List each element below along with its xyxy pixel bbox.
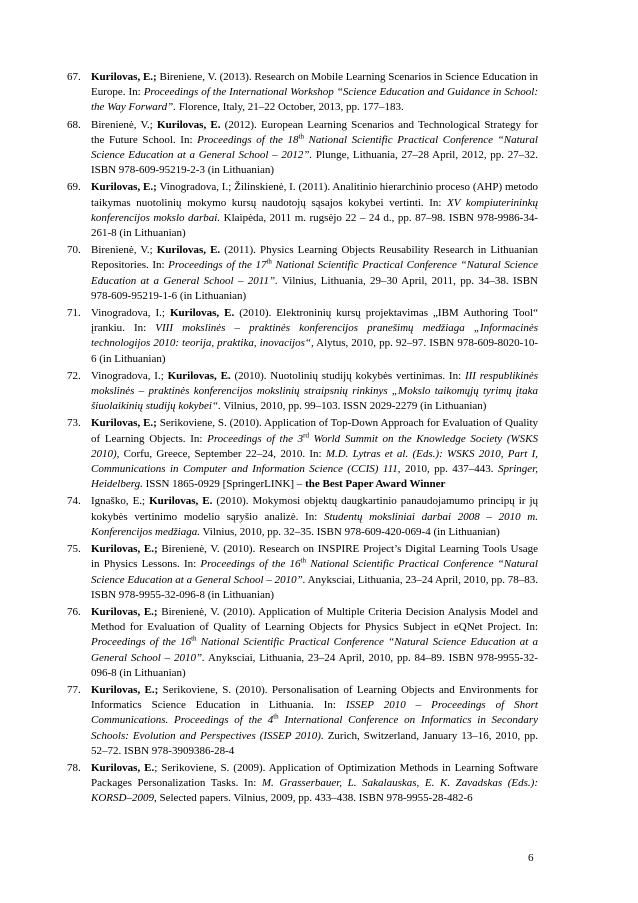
ordinal-superscript: th — [191, 634, 197, 643]
reference-segment: Vinogradova, I.; Žilinskienė, I. (2011). Analitinio hierarchinio proceso (AHP) metodo taikymas nuotolinių mokymo kursų naudotojų sąsajos kokybei vertinti. In: — [91, 181, 538, 209]
reference-segment: Vilnius, 2010, pp. 99–103. ISSN 2029-2279 (in Lithuanian) — [220, 400, 487, 413]
reference-segment: Anyksciai, Lithuania, 23–24 April, 2010, pp. 84–89. ISBN 978-9955-32-096-8 (in Lithuanian) — [91, 651, 538, 679]
author-highlight: Kurilovas, E. — [91, 761, 155, 774]
reference-segment: Corfu, Greece, September 22–24, 2010. In: — [119, 447, 326, 460]
reference-number: 75. — [67, 543, 81, 556]
reference-number: 74. — [67, 495, 81, 508]
reference-segment: Selected papers. Vilnius, 2009, pp. 433–438. ISBN 978-9955-28-482-6 — [156, 792, 473, 805]
reference-segment: 2010, pp. 437–443. — [400, 463, 498, 476]
reference-item — [0, 416, 638, 492]
reference-text — [91, 605, 538, 681]
publication-title: ISSEP 2010 – Proceedings of Short Communications. Proceedings of the 4 — [91, 699, 538, 727]
reference-item — [0, 605, 638, 681]
reference-number: 68. — [67, 118, 81, 131]
reference-number: 77. — [67, 683, 81, 696]
reference-item — [0, 243, 638, 304]
reference-item — [0, 70, 638, 116]
reference-segment: Vilnius, 2010, pp. 32–35. ISBN 978-609-420-069-4 (in Lithuanian) — [199, 525, 500, 538]
reference-number: 76. — [67, 605, 81, 618]
reference-text — [91, 70, 538, 116]
reference-item — [0, 683, 638, 759]
reference-list — [0, 70, 638, 809]
publication-title: National Scientific Practical Conference “Natural Science Education at a General School – 2010”. — [91, 558, 538, 586]
reference-segment: (2012). European Learning Scenarios and Technological Strategy for the Future School. In: — [91, 118, 538, 146]
reference-number: 69. — [67, 181, 81, 194]
publication-title: Proceedings of the 3 — [207, 432, 304, 445]
reference-text — [91, 180, 538, 241]
publication-title: M. Grasserbauer, L. Sakalauskas, E. K. Zavadskas (Eds.): KORSD–2009, — [91, 777, 538, 805]
ordinal-superscript: th — [273, 712, 279, 721]
publication-title: M.D. Lytras et al. (Eds.): WSKS 2010, Part I, Communications in Computer and Information Science (CCIS) 111, — [91, 447, 538, 476]
reference-segment: Klaipėda, 2011 m. rugsėjo 22 – 24 d., pp. 87–98. ISBN 978-9986-34-261-8 (in Lithuanian) — [91, 211, 538, 240]
reference-segment: Vilnius, Lithuania, 29–30 April, 2011, pp. 34–38. ISBN 978-609-95219-1-6 (in Lithuanian) — [91, 274, 539, 302]
publication-title: International Conference on Informatics in Secondary Schools: Evolution and Perspectives (ISSEP 2010). — [91, 714, 538, 742]
reference-text — [91, 369, 538, 415]
reference-text — [91, 118, 538, 179]
reference-segment: (2010). Mokymosi objektų daugkartinio panaudojamumo principų ir jų kokybės vertinimo modelio sąryšio analizė. In: — [91, 495, 538, 523]
reference-segment: Florence, Italy, 21–22 October, 2013, pp. 177–183. — [176, 101, 404, 114]
ordinal-superscript: rd — [303, 431, 309, 440]
reference-segment: ISSN 1865-0929 [SpringerLINK] – — [142, 478, 306, 491]
reference-number: 71. — [67, 307, 81, 320]
reference-item — [0, 494, 638, 540]
reference-segment: Bireniene, V. (2013). Research on Mobile Learning Scenarios in Science Education in Europe. In: — [91, 71, 538, 99]
publication-title: National Scientific Practical Conference “Natural Science Education at a General School – 2011”. — [91, 259, 539, 287]
publication-title: Studentų moksliniai darbai 2008 – 2010 m. Konferencijos medžiaga. — [91, 510, 538, 538]
publication-title: XV kompiuterininkų konferencijos mokslo darbai. — [91, 196, 538, 224]
reference-item — [0, 180, 638, 241]
author-highlight: Kurilovas, E.; — [91, 605, 158, 618]
publication-title: III respublikinės mokslinės – praktinės konferencijos mokslinių straipsnių rinkinys „Mokslo taikomųjų tyrimų įtaka šiuolaikinių studijų kokybei“. — [91, 369, 538, 413]
reference-item — [0, 761, 638, 807]
ordinal-superscript: th — [298, 132, 304, 141]
publication-title: Springer, Heidelberg. — [91, 463, 538, 491]
author-highlight: Kurilovas, E. — [169, 307, 235, 320]
reference-segment: (2011). Physics Learning Objects Reusability Research in Lithuanian Repositories. In: — [91, 244, 538, 272]
reference-segment: Serikoviene, S. (2010). Application of Top-Down Approach for Evaluation of Quality of Learning Objects. In: — [91, 417, 538, 445]
author-highlight: Kurilovas, E. — [157, 118, 221, 131]
author-highlight: Kurilovas, E.; — [91, 417, 157, 430]
publication-title: Proceedings of the 18 — [197, 133, 299, 146]
reference-segment: Alytus, 2010, pp. 92–97. ISBN 978-609-8020-10-6 (in Lithuanian) — [91, 337, 538, 365]
reference-text — [91, 683, 538, 759]
reference-number: 72. — [67, 369, 81, 382]
author-highlight: Kurilovas, E. — [149, 495, 213, 508]
reference-segment: Serikoviene, S. (2010). Personalisation of Learning Objects and Environments for Informatics Science Education in Lithuania. In: — [91, 683, 539, 712]
reference-number: 73. — [67, 417, 81, 430]
reference-item — [0, 306, 638, 367]
reference-segment: Birenienė, V.; — [91, 244, 157, 257]
reference-text — [91, 494, 538, 540]
reference-text — [91, 542, 538, 603]
author-highlight: Kurilovas, E.; — [91, 543, 158, 556]
reference-text — [91, 243, 538, 304]
publication-title: Proceedings of the 16 — [200, 558, 301, 571]
reference-segment: Birenienė, V. (2010). Research on INSPIRE Project’s Digital Learning Tools Usage in Physics Lessons. In: — [91, 543, 538, 571]
author-highlight: Kurilovas, E. — [167, 369, 231, 382]
reference-segment: Birenienė, V.; — [91, 118, 158, 131]
publication-title: Proceedings of the 16 — [91, 636, 192, 649]
ordinal-superscript: th — [300, 556, 306, 565]
publication-title: World Summit on the Knowledge Society (WSKS 2010), — [91, 432, 538, 460]
reference-segment: Anyksciai, Lithuania, 23–24 April, 2010, pp. 78–83. ISBN 978-9955-32-096-8 (in Lithuanian) — [91, 573, 538, 601]
reference-segment: ; Serikoviene, S. (2009). Application of Optimization Methods in Learning Software Packages Personalization Tasks. In: — [91, 761, 538, 790]
reference-segment: (2010). Elektroninių kursų projektavimas „IBM Authoring Tool“ įrankiu. In: — [91, 307, 538, 335]
publication-title: Proceedings of the 17 — [168, 259, 267, 272]
reference-number: 78. — [67, 761, 81, 774]
reference-item — [0, 369, 638, 415]
reference-segment: Birenienė, V. (2010). Application of Multiple Criteria Decision Analysis Model and Method for Evaluation of Quality of Learning Objects for Physics Subject in eQNet Project. In: — [91, 605, 539, 634]
reference-segment: Plunge, Lithuania, 27–28 April, 2012, pp. 27–32. ISBN 978-609-95219-2-3 (in Lithuanian) — [91, 149, 538, 177]
reference-text — [91, 416, 538, 492]
publication-title: National Scientific Practical Conference “Natural Science Education at a General School – 2010”. — [91, 636, 538, 664]
reference-number: 67. — [67, 71, 81, 83]
reference-segment: Vinogradova, I.; — [91, 307, 170, 320]
page-number: 6 — [528, 852, 534, 864]
reference-segment: (2010). Nuotolinių studijų kokybės vertinimas. In: — [230, 369, 465, 382]
ordinal-superscript: th — [266, 257, 272, 266]
reference-item — [0, 542, 638, 603]
author-highlight: Kurilovas, E.; — [91, 683, 159, 696]
reference-segment: Ignaško, E.; — [91, 495, 150, 508]
author-highlight: Kurilovas, E. — [156, 244, 221, 257]
reference-segment: Zurich, Switzerland, January 13–16, 2010, pp. 52–72. ISBN 978-3909386-28-4 — [91, 729, 538, 757]
reference-text — [91, 306, 538, 367]
publication-title: VIII mokslinės – praktinės konferencijos pranešimų medžiaga „Informacinės technologijos 2010: teorija, praktika, inovacijos“, — [91, 322, 538, 350]
publication-title: National Scientific Practical Conference “Natural Science Education at a General School – 2012”. — [91, 133, 538, 162]
reference-number: 70. — [67, 244, 81, 257]
reference-item — [0, 118, 638, 179]
reference-segment: Vinogradova, I.; — [91, 369, 168, 382]
author-highlight: the Best Paper Award Winner — [305, 478, 446, 491]
publication-title: Proceedings of the International Workshop “Science Education and Guidance in School: the Way Forward”. — [91, 86, 538, 114]
author-highlight: Kurilovas, E.; — [91, 71, 157, 83]
reference-text — [91, 761, 538, 807]
author-highlight: Kurilovas, E.; — [91, 181, 157, 194]
